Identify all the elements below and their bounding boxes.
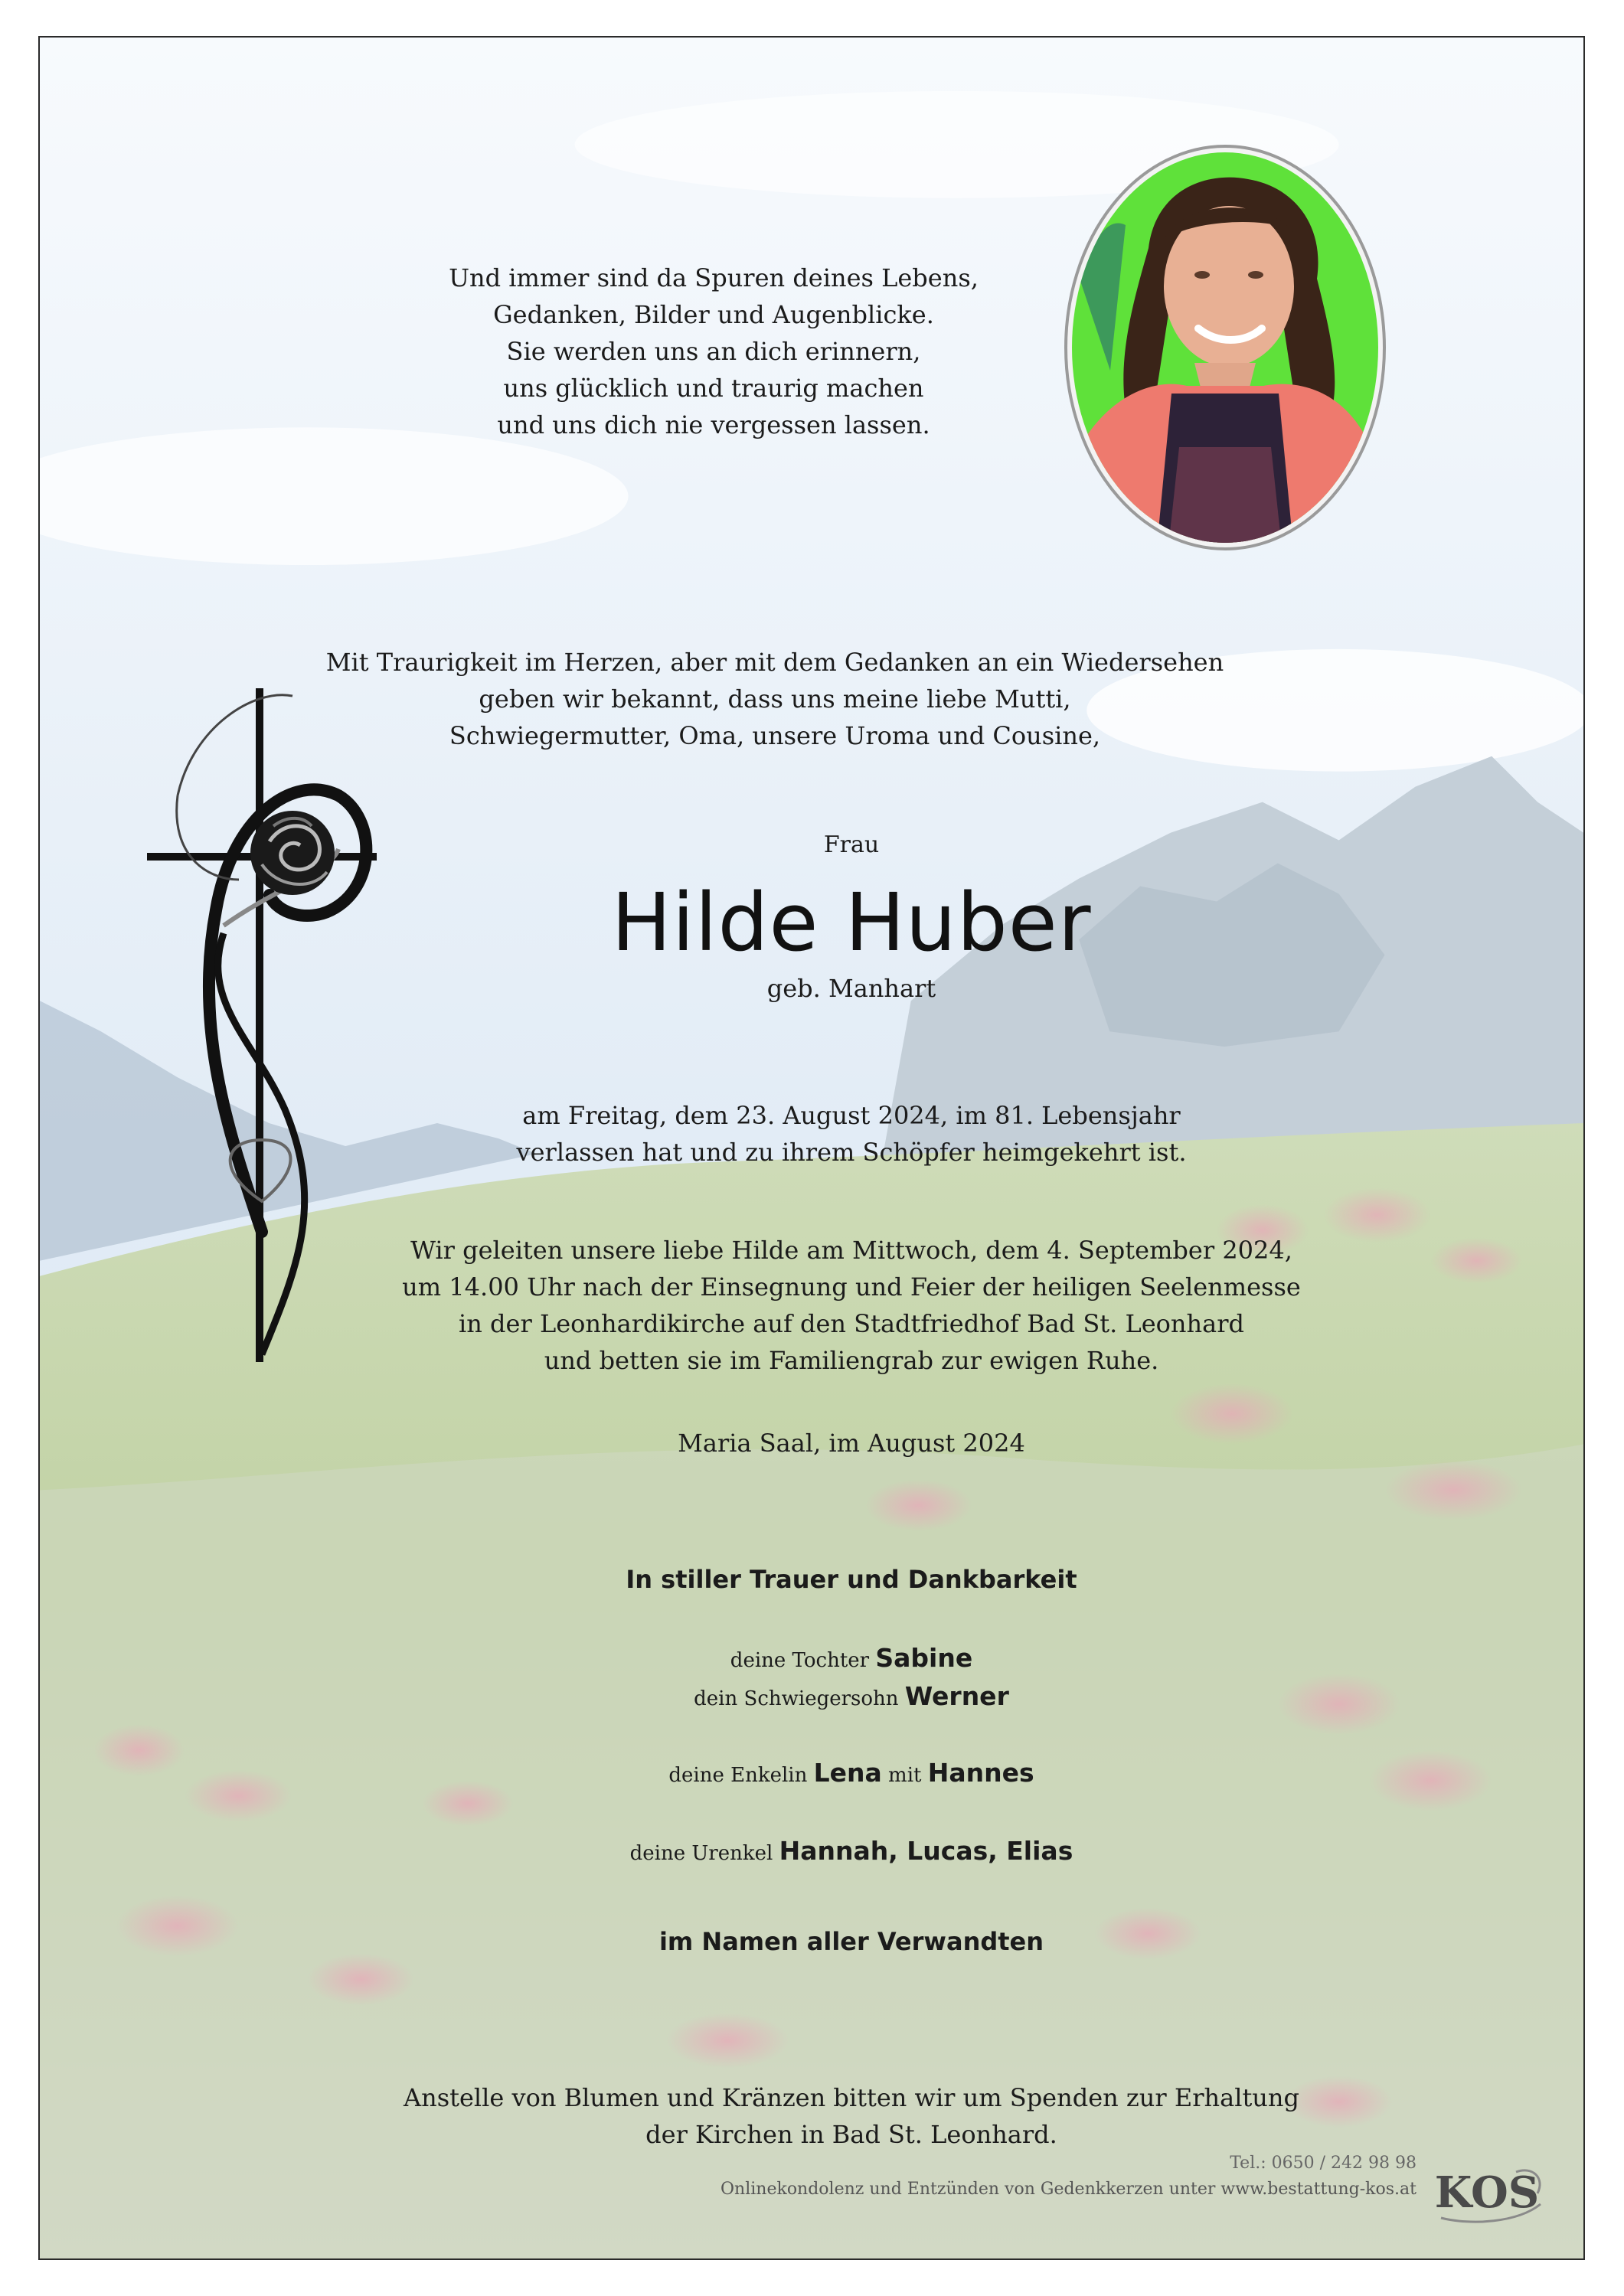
memorial-poem <box>331 260 1096 443</box>
online-condolence-link[interactable]: Onlinekondolenz und Entzünden von Gedenkkerzen unter www.bestattung-kos.at <box>721 2180 1417 2199</box>
mourner-name: Werner <box>904 1681 1009 1711</box>
mourner-name: Hannes <box>927 1758 1034 1788</box>
intro-line: geben wir bekannt, dass uns meine liebe Mutti, <box>479 684 1071 714</box>
place-date: Maria Saal, im August 2024 <box>678 1429 1025 1458</box>
obituary-frame <box>38 36 1585 2260</box>
mourner-label: deine Tochter <box>730 1649 870 1672</box>
donation-request <box>292 2079 1410 2153</box>
funeral-line: in der Leonhardikirche auf den Stadtfriedhof Bad St. Leonhard <box>459 1309 1244 1338</box>
poem-line: Gedanken, Bilder und Augenblicke. <box>493 300 934 329</box>
intro-line: Schwiegermutter, Oma, unsere Uroma und Cousine, <box>449 721 1101 750</box>
birth-name: geb. Manhart <box>766 974 936 1003</box>
funeral-home-phone: Tel.: 0650 / 242 98 98 <box>1230 2154 1417 2173</box>
mourner-label: deine Enkelin <box>668 1764 808 1787</box>
death-line: verlassen hat und zu ihrem Schöpfer heimgekehrt ist. <box>516 1138 1187 1167</box>
mourner-soninlaw <box>392 1677 1311 1718</box>
portrait-photo <box>1064 141 1386 554</box>
mourners-heading: In stiller Trauer und Dankbarkeit <box>626 1565 1077 1594</box>
mourners-closing: im Namen aller Verwandten <box>658 1927 1044 1956</box>
poem-line: uns glücklich und traurig machen <box>503 374 924 403</box>
deceased-name: Hilde Huber <box>611 876 1092 969</box>
death-line: am Freitag, dem 23. August 2024, im 81. Lebensjahr <box>522 1101 1181 1130</box>
mourner-granddaughter <box>392 1754 1311 1795</box>
mourner-name: Lena <box>813 1758 882 1788</box>
poem-line: und uns dich nie vergessen lassen. <box>497 410 930 439</box>
death-notice <box>369 1097 1334 1171</box>
mourner-daughter <box>392 1639 1311 1680</box>
kos-logo <box>1426 2158 1548 2227</box>
logo-text: KOS <box>1434 2167 1540 2218</box>
poem-line: Und immer sind da Spuren deines Lebens, <box>449 263 979 292</box>
funeral-line: Wir geleiten unsere liebe Hilde am Mittwoch, dem 4. September 2024, <box>410 1236 1292 1265</box>
funeral-line: um 14.00 Uhr nach der Einsegnung und Feier der heiligen Seelenmesse <box>402 1272 1301 1302</box>
mourner-greatgrandchildren <box>392 1832 1311 1873</box>
mourner-name: Hannah, Lucas, Elias <box>779 1836 1073 1866</box>
poem-line: Sie werden uns an dich erinnern, <box>506 337 921 366</box>
mourner-label: dein Schwiegersohn <box>694 1687 899 1710</box>
mourner-conjunction: mit <box>888 1764 922 1787</box>
mourner-name: Sabine <box>875 1643 973 1673</box>
rose-icon <box>250 811 335 895</box>
mourner-label: deine Urenkel <box>629 1842 773 1865</box>
intro-line: Mit Traurigkeit im Herzen, aber mit dem Gedanken an ein Wiedersehen <box>325 648 1224 677</box>
funeral-line: und betten sie im Familiengrab zur ewigen Ruhe. <box>544 1346 1159 1375</box>
donation-line: Anstelle von Blumen und Kränzen bitten wir um Spenden zur Erhaltung <box>403 2083 1299 2112</box>
salutation: Frau <box>823 831 880 858</box>
funeral-details <box>292 1232 1410 1379</box>
donation-line: der Kirchen in Bad St. Leonhard. <box>645 2120 1057 2149</box>
announcement-intro <box>292 644 1257 754</box>
